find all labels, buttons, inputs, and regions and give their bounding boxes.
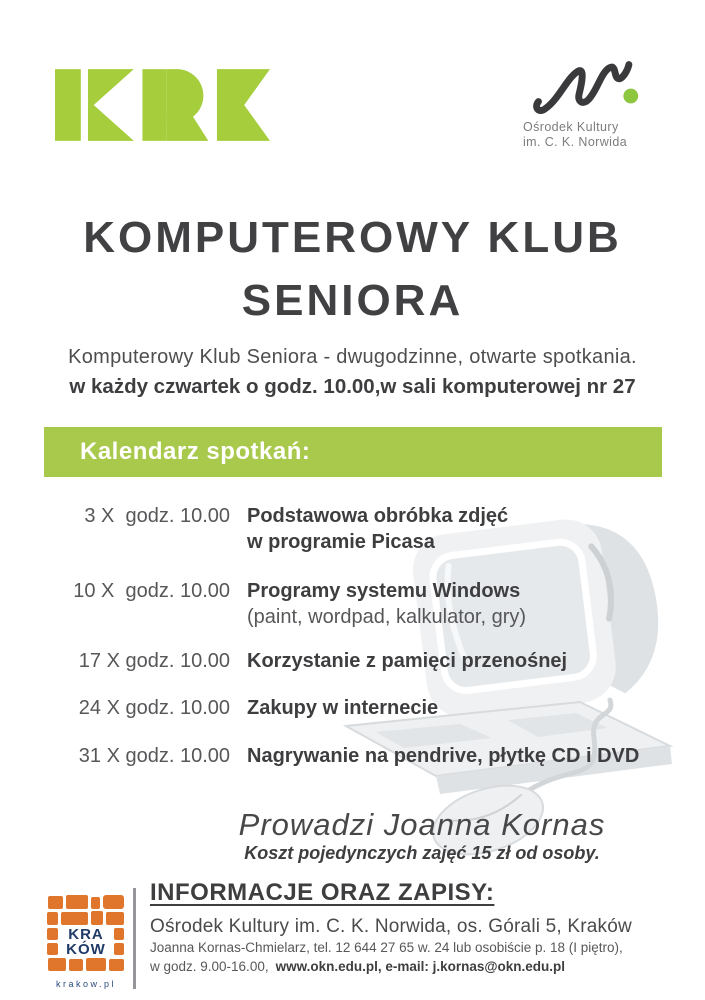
calendar-banner: Kalendarz spotkań: [44,427,662,477]
schedule-topic-line1: Programy systemu Windows [247,580,521,602]
schedule-topic [247,578,674,630]
footer-contact: Joanna Kornas-Chmielarz, tel. 12 644 27 65 w. 24 lub osobiście p. 18 (I piętro), [150,940,623,955]
footer-hours: w godz. 9.00-16.00, [150,959,269,974]
schedule-topic-note: (paint, wordpad, kalkulator, gry) [247,606,527,628]
norwid-logo-name-line2: im. C. K. Norwida [523,135,628,149]
intro-line1: Komputerowy Klub Seniora - dwugodzinne, otwarte spotkania. [68,346,637,368]
title-line2: SENIORA [241,276,464,325]
footer-links: www.okn.edu.pl, e-mail: j.kornas@okn.edu.pl [275,959,566,974]
schedule-row [44,695,674,721]
krakow-logo-caption: krakow.pl [55,979,117,989]
krakow-logo-text-line2: KÓW [66,941,106,958]
norwid-n-mark-icon [531,48,653,120]
krk-letter-k2 [217,69,270,141]
footer-info [150,878,690,976]
norwid-logo [523,48,663,150]
title-line1: KOMPUTEROWY KLUB [83,213,622,262]
footer-divider [133,888,136,989]
schedule-topic: Zakupy w internecie [247,697,439,719]
norwid-logo-name-line1: Ośrodek Kultury [523,120,619,134]
schedule-date: 3 X godz. 10.00 [84,505,230,527]
footer-hours-line [150,957,690,976]
intro-line2: w każdy czwartek o godz. 10.00,w sali komputerowej nr 27 [69,375,636,398]
schedule-date: 17 X godz. 10.00 [78,650,230,672]
schedule-date: 10 X godz. 10.00 [73,580,230,602]
schedule-date: 24 X godz. 10.00 [78,697,230,719]
schedule-row [44,503,674,555]
schedule-date: 31 X godz. 10.00 [78,745,230,767]
footer-heading: INFORMACJE ORAZ ZAPISY: [150,879,495,906]
cost-info: Koszt pojedynczych zajęć 15 zł od osoby. [244,843,600,863]
schedule-topic: Korzystanie z pamięci przenośnej [247,650,568,672]
schedule-row [44,743,674,769]
page-title [0,206,705,332]
schedule-topic: Nagrywanie na pendrive, płytkę CD i DVD [247,745,640,767]
leader-block [222,806,622,864]
krk-letter-r [142,69,166,141]
krakow-logo-text-line1: KRA [68,926,104,943]
schedule-topic-line2: w programie Picasa [247,531,435,553]
schedule-row [44,578,674,630]
schedule-row [44,648,674,674]
footer-address: Ośrodek Kultury im. C. K. Norwida, os. Górali 5, Kraków [150,916,632,937]
leader-name: Prowadzi Joanna Kornas [238,807,606,842]
krakow-logo [45,893,127,993]
green-dot-icon [623,89,638,104]
krk-logo [55,66,270,144]
schedule-topic [247,503,674,555]
krk-letter-k1-bar [55,69,81,141]
krk-letter-k1-arms [88,69,134,141]
schedule-topic-line1: Podstawowa obróbka zdjęć [247,505,509,527]
schedule-list [44,503,674,769]
